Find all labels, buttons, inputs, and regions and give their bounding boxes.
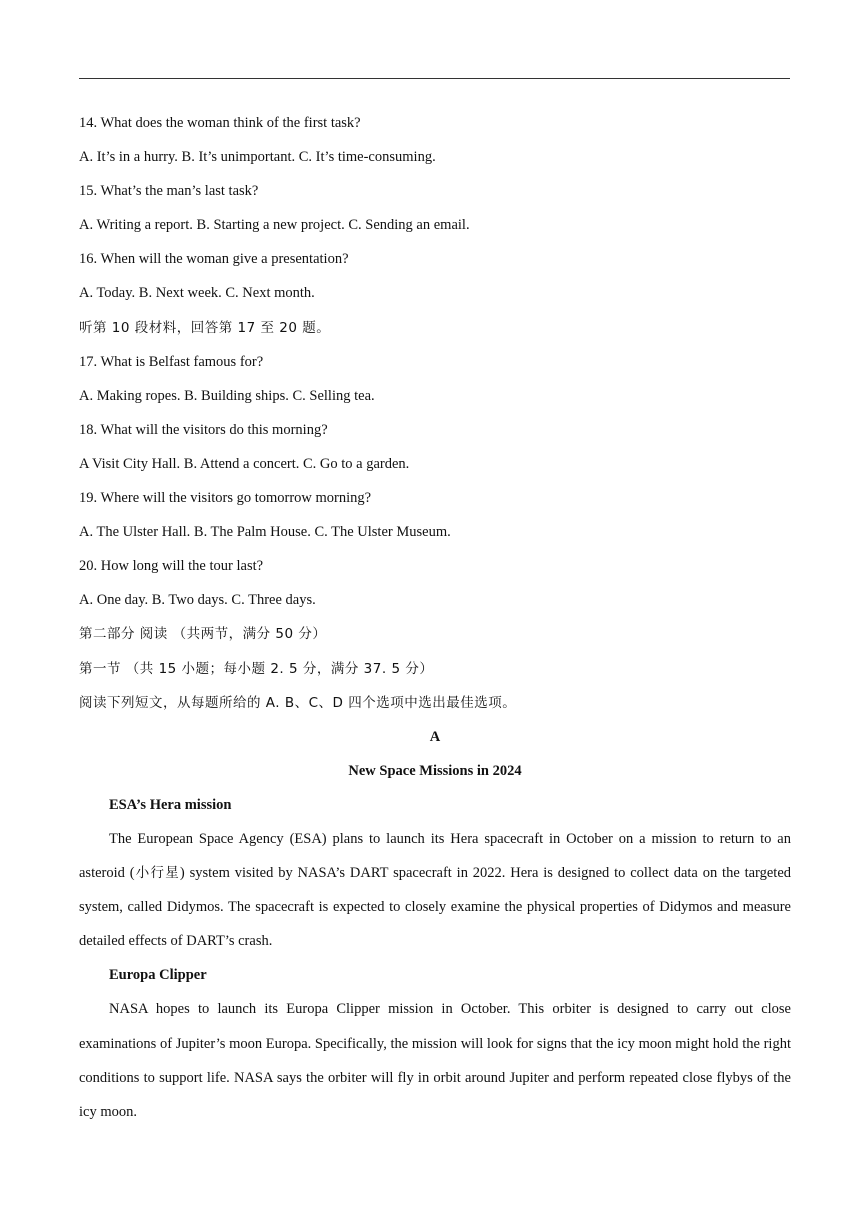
hera-text-chinese-gloss: 小行星 bbox=[134, 865, 180, 882]
question-20-options: A. One day. B. Two days. C. Three days. bbox=[79, 592, 316, 609]
europa-paragraph: NASA hopes to launch its Europa Clipper mission in October. This orbiter is designed to carry out close examinations of Jupiter’s moon Europa. Specifically, the mission will look for signs that the icy moon might hold the right conditions to support life. NASA says the orbiter will fly in orbit around Jupiter and perform repeated close flybys of the icy moon. bbox=[79, 1001, 791, 1120]
question-15-options: A. Writing a report. B. Starting a new project. C. Sending an email. bbox=[79, 217, 470, 234]
header-rule bbox=[79, 78, 790, 79]
europa-heading: Europa Clipper bbox=[109, 967, 207, 984]
hera-paragraph bbox=[79, 822, 791, 958]
question-16: 16. When will the woman give a presentation? bbox=[79, 251, 349, 268]
question-14-options: A. It’s in a hurry. B. It’s unimportant. C. It’s time-consuming. bbox=[79, 149, 436, 166]
question-17-options: A. Making ropes. B. Building ships. C. Selling tea. bbox=[79, 387, 375, 404]
hera-text-part1: The European Space Agency (ESA) plans to launch its Hera spacecraft in October on a mission to return to an asteroid ( bbox=[79, 830, 791, 882]
passage-title: New Space Missions in 2024 bbox=[348, 762, 522, 779]
question-18: 18. What will the visitors do this morning? bbox=[79, 421, 328, 438]
page-content bbox=[79, 106, 791, 1129]
hera-heading: ESA’s Hera mission bbox=[109, 796, 232, 813]
question-14: 14. What does the woman think of the first task? bbox=[79, 115, 361, 131]
hera-text-part2: ) system visited by NASA’s DART spacecraft in 2022. Hera is designed to collect data on the targeted system, called Didymos. The spacecraft is expected to closely examine the physical properties of Didymos and measure detailed effects of DART’s crash. bbox=[79, 865, 792, 950]
question-18-options: A Visit City Hall. B. Attend a concert. C. Go to a garden. bbox=[79, 455, 410, 472]
question-20: 20. How long will the tour last? bbox=[79, 558, 264, 575]
reading-instruction: 阅读下列短文，从每题所给的 A. B、C、D 四个选项中选出最佳选项。 bbox=[79, 694, 517, 711]
section-10-instruction: 听第 10 段材料，回答第 17 至 20 题。 bbox=[79, 319, 331, 336]
question-19: 19. Where will the visitors go tomorrow morning? bbox=[79, 490, 372, 507]
question-16-options: A. Today. B. Next week. C. Next month. bbox=[79, 285, 315, 302]
question-15: 15. What’s the man’s last task? bbox=[79, 183, 259, 200]
passage-letter: A bbox=[429, 728, 441, 745]
question-17: 17. What is Belfast famous for? bbox=[79, 353, 264, 370]
reading-section-title: 第一节 （共 15 小题；每小题 2. 5 分，满分 37. 5 分） bbox=[79, 660, 434, 677]
question-19-options: A. The Ulster Hall. B. The Palm House. C. The Ulster Museum. bbox=[79, 524, 451, 541]
reading-part-title: 第二部分 阅读 （共两节，满分 50 分） bbox=[79, 626, 327, 643]
